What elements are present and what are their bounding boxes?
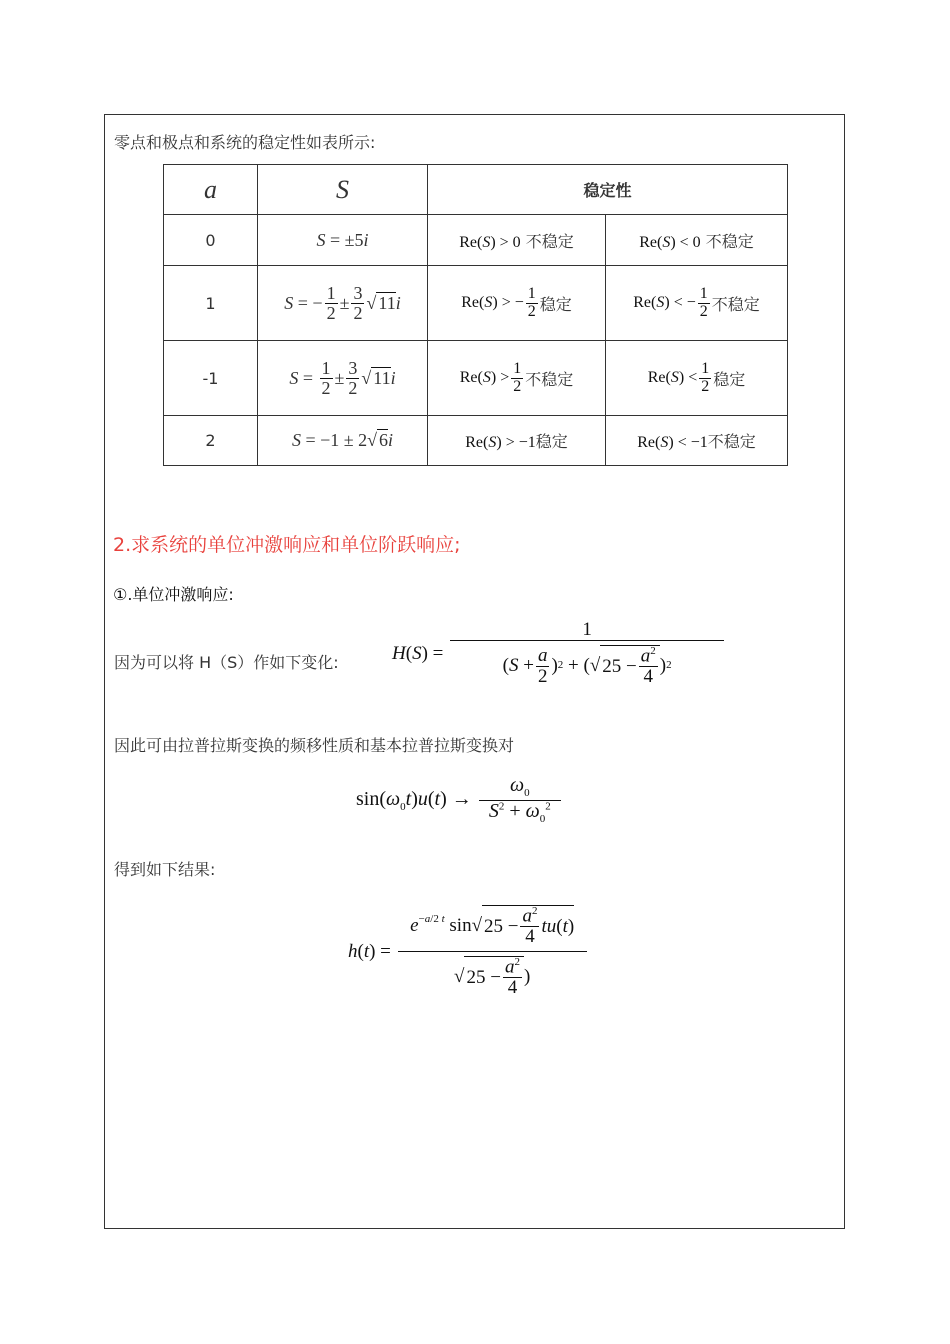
cell-left: Re(S) > − $\frac{1}{2}$ 稳定 [428, 266, 606, 341]
ht-formula: h(t) = e $^{-a /2 t}$ sin√ 25 − $\frac{a^2}{4}$ tu ( t ) √ 25 − $\frac{a^2}{4}$ ) [348, 905, 589, 998]
cell-right: Re(S) < − $\frac{1}{2}$ 不稳定 [606, 266, 788, 341]
cell-right: Re(S) < −1不稳定 [606, 416, 788, 466]
table-row [164, 341, 788, 416]
header-a: a [164, 165, 258, 215]
cell-right: Re(S) < 0 不稳定 [606, 215, 788, 266]
header-stability: 稳定性 [428, 165, 788, 215]
intro-text: 零点和极点和系统的稳定性如表所示: [114, 133, 376, 152]
table-row [164, 266, 788, 341]
result-text: 得到如下结果: [114, 860, 216, 879]
cell-left: Re(S) > 0 不稳定 [428, 215, 606, 266]
cell-a: 0 [164, 215, 258, 266]
therefore-text: 因此可由拉普拉斯变换的频移性质和基本拉普拉斯变换对 [114, 736, 515, 755]
cell-right: Re(S) < $\frac{1}{2}$ 稳定 [606, 341, 788, 416]
table-row [164, 215, 788, 266]
because-text: 因为可以将 H（S）作如下变化: [114, 653, 339, 672]
section-title: 2.求系统的单位冲激响应和单位阶跃响应; [113, 534, 461, 556]
cell-a: 2 [164, 416, 258, 466]
cell-left: Re(S) > $\frac{1}{2}$ 不稳定 [428, 341, 606, 416]
laplace-pair-formula: $\sin(\omega_0t)u(t)$ → $\frac{\omega_0}{S^2 + \omega_0^2}$ [356, 775, 563, 825]
hs-formula: H(S) = 1 ( S + $\frac{a}{2}$ ) 2 + (√ 25 − $\frac{a^2}{4}$ ) 2 [392, 620, 726, 687]
table-row [164, 416, 788, 466]
cell-s: S = −1 ± 2√ 6i [258, 416, 428, 466]
cell-s: S = ±5i [258, 215, 428, 266]
cell-s: S = $\frac{1}{2}$ ± $\frac{3}{2}$ √ 11 i [258, 341, 428, 416]
subsection-title: ①.单位冲激响应: [113, 585, 234, 604]
cell-left: Re(S) > −1稳定 [428, 416, 606, 466]
cell-a: 1 [164, 266, 258, 341]
table-header-row [164, 165, 788, 215]
stability-table [163, 164, 788, 466]
cell-a: -1 [164, 341, 258, 416]
cell-s: S = − $\frac{1}{2}$ ± $\frac{3}{2}$ √ 11 i [258, 266, 428, 341]
header-s: S [258, 165, 428, 215]
